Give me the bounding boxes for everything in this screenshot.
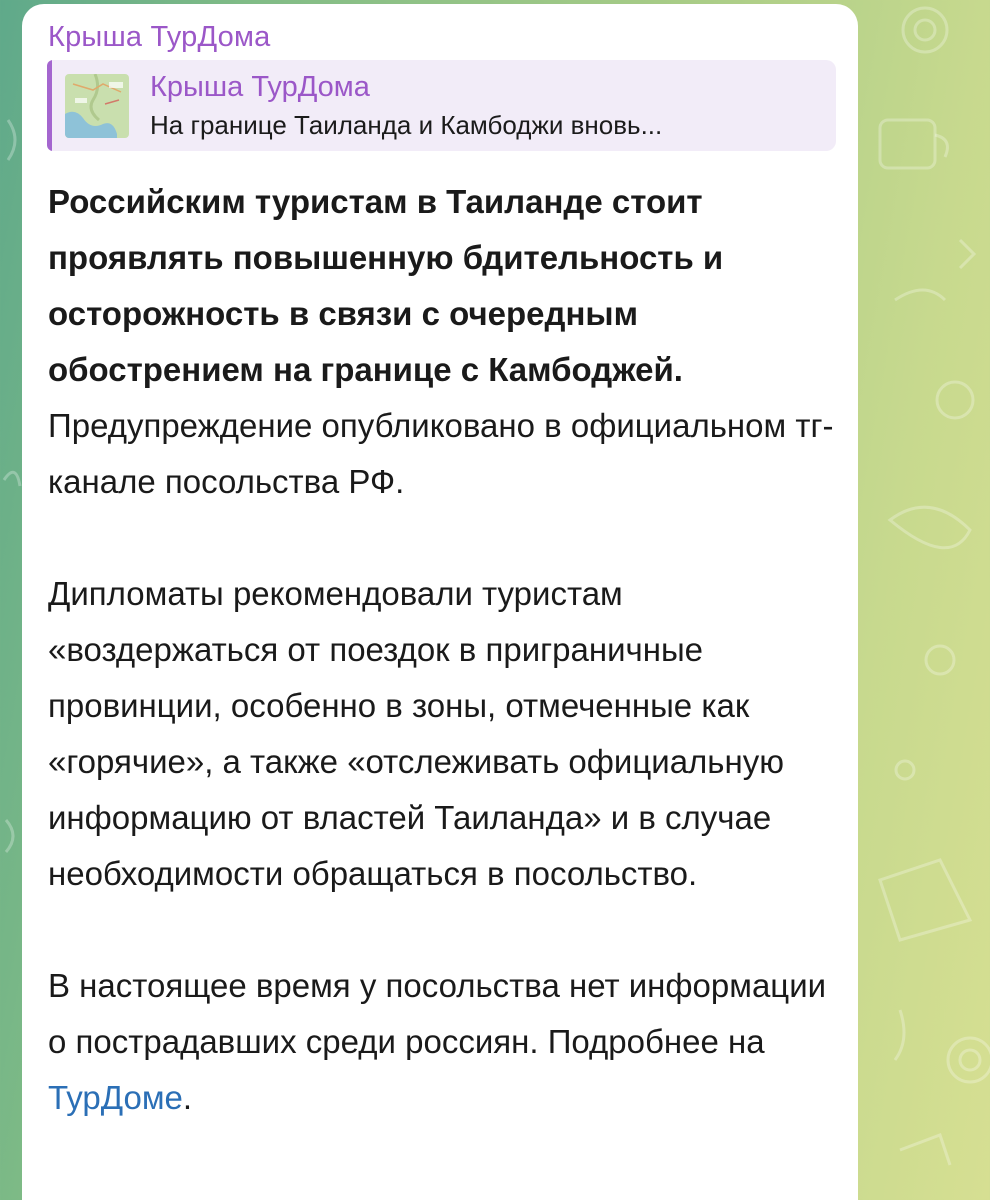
reply-title: Крыша ТурДома [150, 71, 370, 103]
message-author[interactable]: Крыша ТурДома [48, 21, 271, 53]
reply-snippet: На границе Таиланда и Камбоджи вновь... [150, 110, 663, 140]
paragraph-1 [48, 174, 838, 510]
reply-preview[interactable] [47, 60, 836, 151]
lead-bold-text: Российским туристам в Таиланде стоит проявлять повышенную бдительность и осторожность в связи с очередным обострением на границе с Камбоджей. [48, 183, 724, 388]
message-bubble [22, 4, 858, 1200]
paragraph-3-end: . [182, 1079, 193, 1116]
turdom-link[interactable]: ТурДоме [48, 1079, 183, 1116]
paragraph-3 [48, 958, 838, 1126]
reply-accent-bar [47, 60, 52, 151]
lead-rest-text: Предупреждение опубликовано в официальном тг-канале посольства РФ. [48, 407, 834, 500]
map-thumbnail-icon [65, 74, 129, 138]
paragraph-3-text: В настоящее время у посольства нет информации о пострадавших среди россиян. Подробнее на [48, 967, 827, 1060]
message-text [48, 174, 838, 1126]
paragraph-2: Дипломаты рекомендовали туристам «воздержаться от поездок в приграничные провинции, особенно в зоны, отмеченные как «горячие», а также «отслеживать официальную информацию от властей Таиланда» и в случае необходимости обращаться в посольство. [48, 575, 784, 892]
